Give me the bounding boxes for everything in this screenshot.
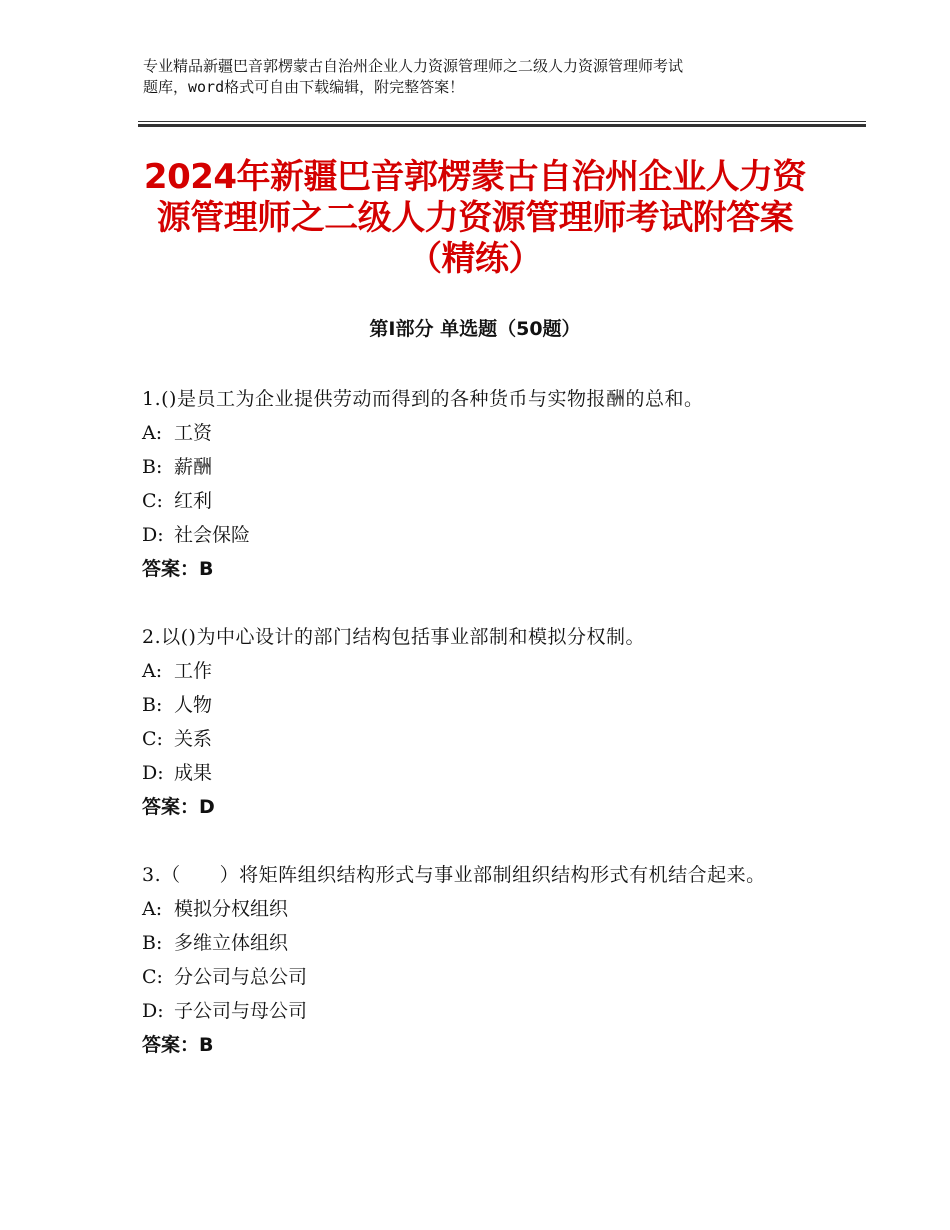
option-text: 工作 (174, 660, 213, 682)
option-text: 工资 (174, 422, 213, 444)
option-a (142, 416, 822, 450)
document-title-line-2: 源管理师之二级人力资源管理师考试附答案 (156, 198, 794, 238)
option-letter: B: (142, 694, 163, 716)
option-text: 薪酬 (174, 456, 213, 478)
option-text: 子公司与母公司 (174, 1000, 308, 1022)
question-stem: 2.以()为中心设计的部门结构包括事业部制和模拟分权制。 (142, 626, 645, 648)
option-text: 社会保险 (174, 524, 251, 546)
option-letter: C: (142, 728, 163, 750)
option-text: 人物 (174, 694, 213, 716)
option-letter: A: (142, 422, 163, 444)
option-letter: A: (142, 898, 163, 920)
option-c (142, 722, 822, 756)
option-text: 模拟分权组织 (174, 898, 289, 920)
option-letter: C: (142, 490, 163, 512)
option-text: 多维立体组织 (174, 932, 289, 954)
option-d (142, 994, 802, 1028)
option-b (142, 688, 822, 722)
header-note (143, 56, 823, 98)
option-d (142, 518, 822, 552)
option-letter: D: (142, 524, 164, 546)
option-text: 红利 (174, 490, 213, 512)
option-text: 成果 (174, 762, 213, 784)
answer-line: 答案：D (142, 796, 215, 818)
answer-line: 答案：B (142, 558, 214, 580)
header-divider-thin (138, 121, 866, 122)
option-d (142, 756, 822, 790)
question-3 (142, 858, 802, 1062)
question-2 (142, 620, 822, 824)
option-c (142, 484, 822, 518)
option-c (142, 960, 802, 994)
document-title-line-3: （精练） (408, 239, 542, 279)
option-text: 关系 (174, 728, 213, 750)
header-note-line-2: 题库，word格式可自由下载编辑，附完整答案！ (143, 78, 465, 96)
question-stem: 1.()是员工为企业提供劳动而得到的各种货币与实物报酬的总和。 (142, 388, 704, 410)
option-letter: D: (142, 1000, 164, 1022)
option-letter: B: (142, 456, 163, 478)
answer-line: 答案：B (142, 1034, 214, 1056)
option-a (142, 892, 802, 926)
option-letter: D: (142, 762, 164, 784)
option-text: 分公司与总公司 (174, 966, 308, 988)
header-note-line-1: 专业精品新疆巴音郭楞蒙古自治州企业人力资源管理师之二级人力资源管理师考试 (143, 57, 684, 75)
option-letter: A: (142, 660, 163, 682)
option-b (142, 926, 802, 960)
question-1 (142, 382, 822, 586)
option-letter: C: (142, 966, 163, 988)
document-title-line-1: 2024年新疆巴音郭楞蒙古自治州企业人力资 (143, 157, 807, 197)
option-a (142, 654, 822, 688)
header-divider-thick (138, 124, 866, 127)
option-b (142, 450, 822, 484)
option-letter: B: (142, 932, 163, 954)
document-title (110, 157, 840, 280)
question-stem: 3.（ ）将矩阵组织结构形式与事业部制组织结构形式有机结合起来。 (142, 864, 766, 886)
section-title: 第Ⅰ部分 单选题（50题） (369, 318, 581, 340)
